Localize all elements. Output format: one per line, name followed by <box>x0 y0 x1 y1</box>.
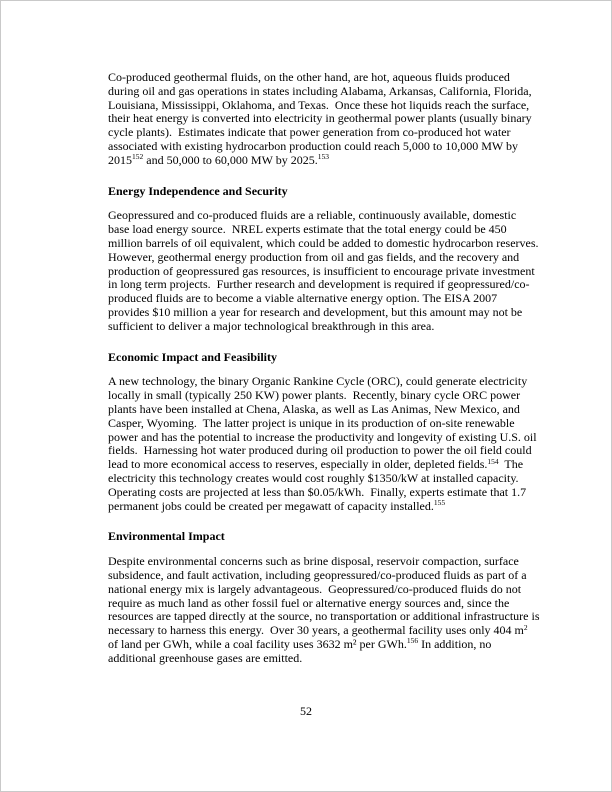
text-line: sufficient to deliver a major technological breakthrough in this area. <box>108 318 435 333</box>
para-orc-technology <box>108 375 553 513</box>
text-line: plants have been installed at Chena, Alaska, as well as Las Animas, New Mexico, and <box>108 401 520 416</box>
text-line: additional greenhouse gases are emitted. <box>108 650 303 665</box>
footnote-ref: 156 <box>406 636 419 646</box>
text-line: locally in small (typically 250 KW) power plants. Recently, binary cycle ORC power <box>108 388 521 403</box>
text-line: permanent jobs could be created per megawatt of capacity installed.$^{155}$ <box>108 498 446 513</box>
text-line: million barrels of oil equivalent, which could be added to domestic hydrocarbon reserves. <box>108 235 539 250</box>
text-line: base load energy source. NREL experts estimate that the total energy could be 450 <box>108 222 507 237</box>
footnote-ref: 155 <box>433 498 446 508</box>
text-line: Co-produced geothermal fluids, on the other hand, are hot, aqueous fluids produced <box>108 70 510 84</box>
heading-environmental-impact: Environmental Impact <box>108 529 225 544</box>
text-line: in long term projects. Further research and development is required if geopressured/co- <box>108 277 530 292</box>
para-geopressured-energy-source <box>108 209 553 333</box>
page-number: 52 <box>300 704 312 718</box>
footnote-ref: 154 <box>487 456 499 466</box>
text-line: national energy mix is largely advantageous. Geopressured/co-produced fluids do not <box>108 581 522 596</box>
text-line: provides $10 million a year for research and development, but this amount may not be <box>108 304 523 319</box>
text-line: cycle plants). Estimates indicate that power generation from co-produced hot water <box>108 125 511 140</box>
text-line: A new technology, the binary Organic Rankine Cycle (ORC), could generate electricity <box>108 374 528 389</box>
text-line: necessary to harness this energy. Over 30 years, a geothermal facility uses only 404 m$^2$ <box>108 622 528 638</box>
heading-energy-independence-and-security: Energy Independence and Security <box>108 183 288 198</box>
para-co-produced-fluids <box>108 71 553 168</box>
heading-economic-impact-and-feasibility: Economic Impact and Feasibility <box>108 349 278 364</box>
text-line: Despite environmental concerns such as brine disposal, reservoir compaction, surface <box>108 554 519 569</box>
text-line: electricity this technology creates would cost roughly $1350/kW at installed capacity. <box>108 470 519 485</box>
text-line: production of geopressured gas resources, is insufficient to encourage private investment <box>108 263 535 278</box>
text-line: Louisiana, Mississippi, Oklahoma, and Texas. Once these hot liquids reach the surface, <box>108 97 530 112</box>
text-line: associated with existing hydrocarbon production could reach 5,000 to 10,000 MW by <box>108 138 519 153</box>
text-line: However, geothermal energy production from oil and gas fields, and the recovery and <box>108 249 520 264</box>
text-line: their heat energy is converted into electricity in geothermal power plants (usually binary <box>108 111 532 126</box>
para-environmental-concerns <box>108 555 553 665</box>
text-line: subsidence, and fault activation, including geopressured/co-produced fluids as part of a <box>108 567 527 582</box>
document-content <box>108 71 553 665</box>
text-line: Geopressured and co-produced fluids are a reliable, continuously available, domestic <box>108 208 517 223</box>
text-line: produced fluids are to become a viable alternative energy option. The EISA 2007 <box>108 291 498 306</box>
text-line: power and has the potential to increase the productivity and longevity of existing U.S. oil <box>108 429 537 444</box>
footnote-ref: 153 <box>317 152 329 162</box>
text-line: require as much land as other fossil fuel or alternative energy sources and, since the <box>108 595 510 610</box>
text-line: during oil and gas operations in states including Alabama, Arkansas, California, Florida, <box>108 83 532 98</box>
footnote-ref: 2 <box>523 622 528 632</box>
text-line: of land per GWh, while a coal facility uses 3632 m² per GWh.$^{156}$ In addition, no <box>108 636 492 651</box>
text-line: resources are tapped directly at the source, no transportation or additional infrastructure is <box>108 609 540 624</box>
text-line: fields. Harnessing hot water produced during oil production to power the oil field could <box>108 443 532 458</box>
text-line: 2015$^{152}$ and 50,000 to 60,000 MW by 2025.$^{153}$ <box>108 152 329 167</box>
footnote-ref: 152 <box>132 152 144 162</box>
text-line: Operating costs are projected at less than $0.05/kWh. Finally, experts estimate that 1.7 <box>108 484 527 499</box>
text-line: lead to more economical access to reserves, especially in older, depleted fields.$^{154}$ The <box>108 456 524 472</box>
text-line: Casper, Wyoming. The latter project is unique in its production of on-site renewable <box>108 415 515 430</box>
